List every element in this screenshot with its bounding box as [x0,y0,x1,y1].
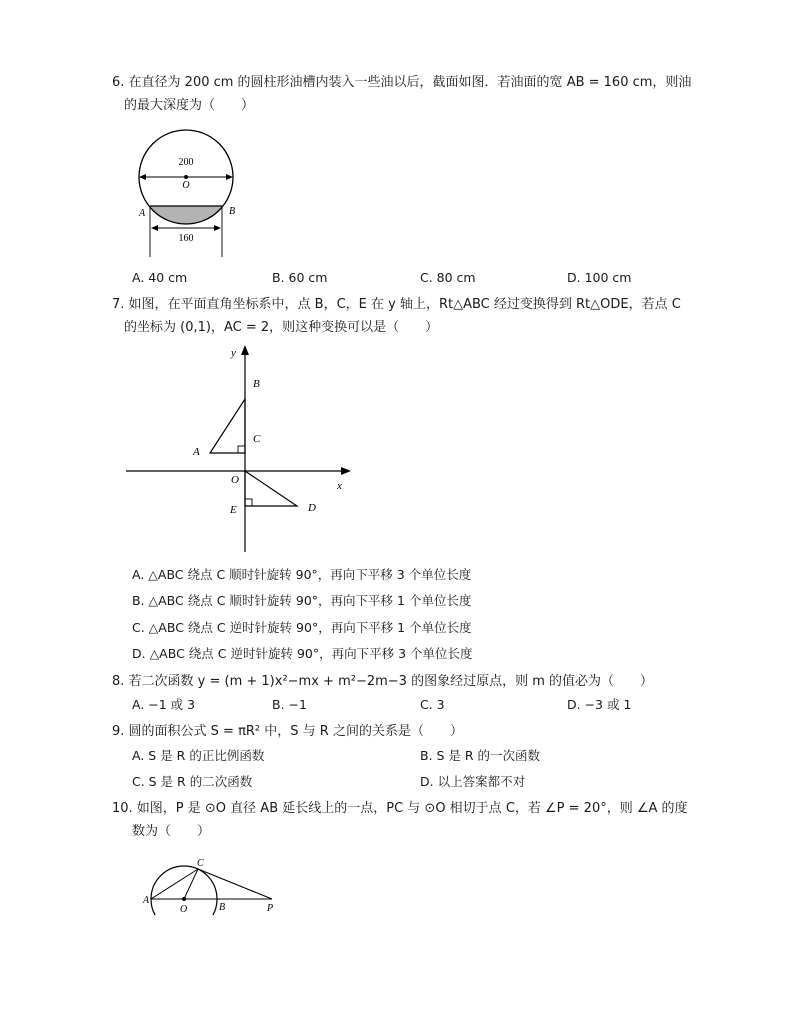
label-y: y [231,347,236,359]
q6-stem-line2: 的最大深度为（ ） [124,98,255,113]
q8-option-b[interactable]: B. −1 [272,697,307,712]
q6-stem-line1: 6. 在直径为 200 cm 的圆柱形油槽内装入一些油以后，截面如图．若油面的宽 AB = 160 cm，则油 [112,75,692,90]
q7-option-c[interactable]: C. △ABC 绕点 C 逆时针旋转 90°，再向下平移 1 个单位长度 [132,620,472,635]
label-e: E [230,504,237,516]
q9-stem: 9. 圆的面积公式 S = πR² 中，S 与 R 之间的关系是（ ） [112,724,463,739]
triangle-ode [245,471,297,506]
tangent-pc [198,869,272,899]
q7-stem-line1: 7. 如图，在平面直角坐标系中，点 B，C，E 在 y 轴上，Rt△ABC 经过变换得到 Rt△ODE，若点 C [112,297,681,312]
q9-option-d[interactable]: D. 以上答案都不对 [420,774,526,789]
center-point [182,897,186,901]
q6-option-b[interactable]: B. 60 cm [272,270,328,285]
label-a: A [193,446,200,458]
q10-figure [140,855,285,915]
label-o: O [180,904,188,915]
q8-option-a[interactable]: A. −1 或 3 [132,697,196,712]
q6-option-c[interactable]: C. 80 cm [420,270,476,285]
q7-option-d[interactable]: D. △ABC 绕点 C 逆时针旋转 90°，再向下平移 3 个单位长度 [132,646,473,661]
triangle-abc [210,399,245,453]
q7-option-a[interactable]: A. △ABC 绕点 C 顺时针旋转 90°，再向下平移 3 个单位长度 [132,567,472,582]
q10-stem-line2: 数为（ ） [132,824,211,839]
label-200: 200 [178,157,194,168]
label-d: D [308,502,316,514]
q6-option-d[interactable]: D. 100 cm [567,270,632,285]
q8-stem: 8. 若二次函数 y = (m + 1)x²−mx + m²−2m−3 的图象经过原点，则 m 的值必为（ ） [112,674,653,689]
label-p: P [267,903,274,914]
label-a: A [139,208,146,219]
q7-stem-line2: 的坐标为 (0,1)，AC = 2，则这种变换可以是（ ） [124,320,439,335]
label-o: O [182,180,190,191]
label-b: B [253,378,260,390]
label-a: A [143,895,150,906]
label-o: O [231,474,239,486]
q9-option-a[interactable]: A. S 是 R 的正比例函数 [132,748,265,763]
label-x: x [337,480,342,492]
q8-option-c[interactable]: C. 3 [420,697,445,712]
label-c: C [253,433,261,445]
center-point [184,175,188,179]
q7-option-b[interactable]: B. △ABC 绕点 C 顺时针旋转 90°，再向下平移 1 个单位长度 [132,593,472,608]
label-160: 160 [178,233,194,244]
q7-figure [120,342,360,557]
q8-option-d[interactable]: D. −3 或 1 [567,697,632,712]
q9-option-c[interactable]: C. S 是 R 的二次函数 [132,774,253,789]
label-b: B [219,902,226,913]
q6-figure [130,124,250,264]
label-b: B [229,206,236,217]
q6-option-a[interactable]: A. 40 cm [132,270,188,285]
q10-stem-line1: 10. 如图，P 是 ⊙O 直径 AB 延长线上的一点，PC 与 ⊙O 相切于点 C，若 ∠P = 20°，则 ∠A 的度 [112,801,688,816]
label-c: C [197,858,204,869]
q9-option-b[interactable]: B. S 是 R 的一次函数 [420,748,541,763]
